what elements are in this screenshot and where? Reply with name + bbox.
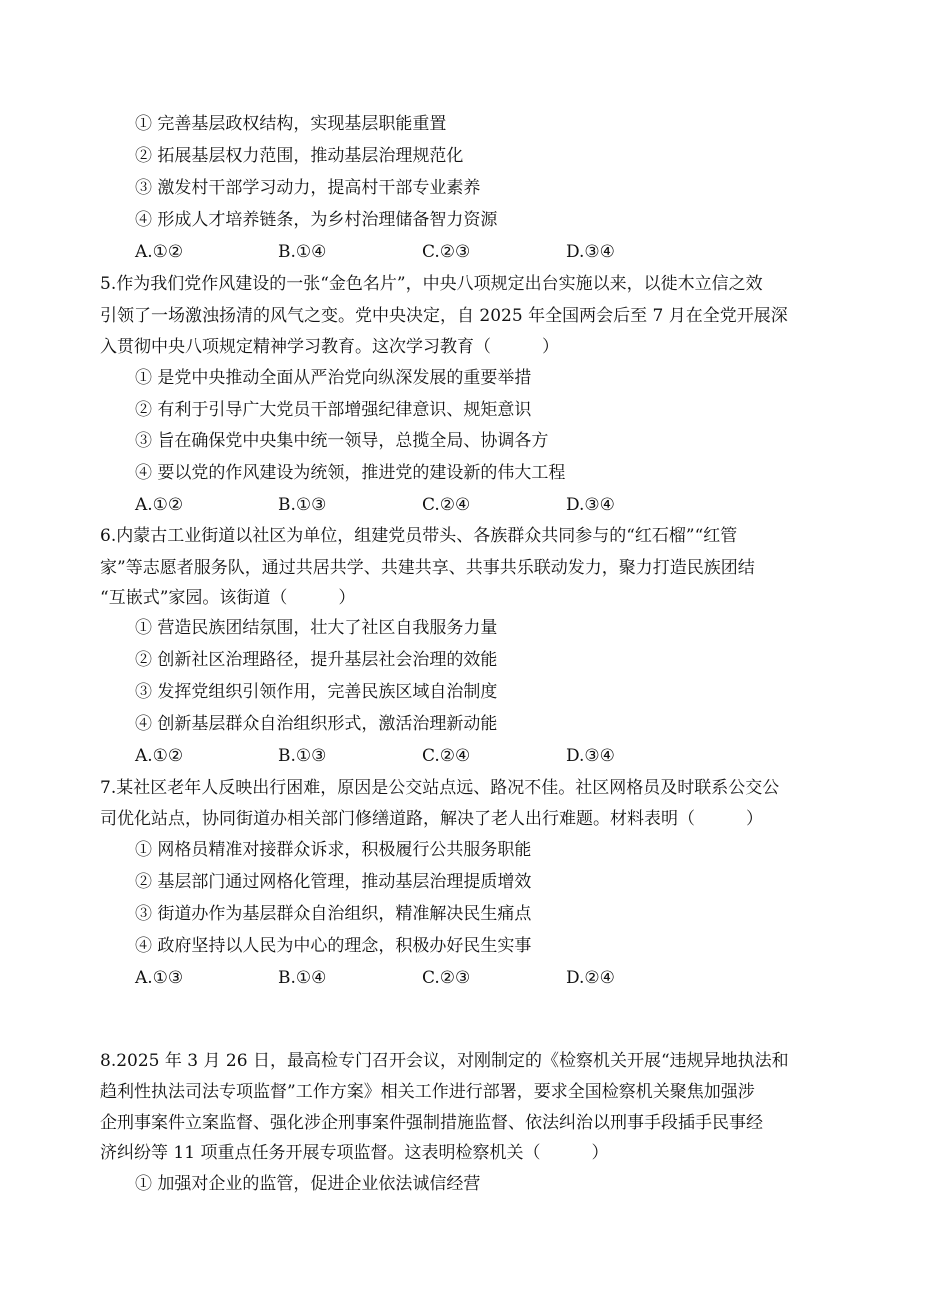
- q6-stem-line-3: “互嵌式”家园。该街道（ ）: [100, 588, 356, 608]
- q5-option-3: ③ 旨在确保党中央集中统一领导，总揽全局、协调各方: [135, 431, 549, 451]
- q7-option-1: ① 网格员精准对接群众诉求，积极履行公共服务职能: [135, 840, 532, 860]
- q7-answer-c: C.②③: [422, 968, 471, 988]
- q6-option-2: ② 创新社区治理路径，提升基层社会治理的效能: [135, 650, 498, 670]
- q5-option-2: ② 有利于引导广大党员干部增强纪律意识、规矩意识: [135, 400, 532, 420]
- q4-answer-b: B.①④: [278, 242, 327, 262]
- q7-answer-d: D.②④: [566, 968, 615, 988]
- q8-stem-line-4: 济纠纷等 11 项重点任务开展专项监督。这表明检察机关（ ）: [100, 1143, 609, 1163]
- q7-option-4: ④ 政府坚持以人民为中心的理念，积极办好民生实事: [135, 936, 532, 956]
- q6-answer-c: C.②④: [422, 746, 471, 766]
- q6-option-4: ④ 创新基层群众自治组织形式，激活治理新动能: [135, 714, 498, 734]
- q7-stem-line-1: 7.某社区老年人反映出行困难，原因是公交站点远、路况不佳。社区网格员及时联系公交公: [100, 778, 780, 798]
- q7-option-2: ② 基层部门通过网格化管理，推动基层治理提质增效: [135, 872, 532, 892]
- q6-option-1: ① 营造民族团结氛围，壮大了社区自我服务力量: [135, 618, 498, 638]
- q4-option-4: ④ 形成人才培养链条，为乡村治理储备智力资源: [135, 210, 498, 230]
- q5-stem-line-2: 引领了一场激浊扬清的风气之变。党中央决定，自 2025 年全国两会后至 7 月在全党开展深: [100, 306, 788, 326]
- q4-option-2: ② 拓展基层权力范围，推动基层治理规范化: [135, 146, 464, 166]
- q8-stem-line-1: 8.2025 年 3 月 26 日，最高检专门召开会议，对刚制定的《检察机关开展“违规异地执法和: [100, 1051, 789, 1071]
- q8-stem-line-3: 企刑事案件立案监督、强化涉企刑事案件强制措施监督、依法纠治以刑事手段插手民事经: [100, 1113, 763, 1133]
- q4-option-1: ① 完善基层政权结构，实现基层职能重置: [135, 114, 447, 134]
- q5-answer-a: A.①②: [135, 495, 184, 515]
- q6-answer-d: D.③④: [566, 746, 615, 766]
- q7-stem-line-2: 司优化站点，协同街道办相关部门修缮道路，解决了老人出行难题。材料表明（ ）: [100, 809, 763, 829]
- q4-answer-a: A.①②: [135, 242, 184, 262]
- q5-option-4: ④ 要以党的作风建设为统领，推进党的建设新的伟大工程: [135, 463, 566, 483]
- q4-answer-d: D.③④: [566, 242, 615, 262]
- q5-answer-c: C.②④: [422, 495, 471, 515]
- q7-option-3: ③ 街道办作为基层群众自治组织，精准解决民生痛点: [135, 904, 532, 924]
- q6-stem-line-2: 家”等志愿者服务队，通过共居共学、共建共享、共事共乐联动发力，聚力打造民族团结: [100, 558, 755, 578]
- q5-answer-b: B.①③: [278, 495, 327, 515]
- q7-answer-a: A.①③: [135, 968, 184, 988]
- q6-answer-a: A.①②: [135, 746, 184, 766]
- q4-option-3: ③ 激发村干部学习动力，提高村干部专业素养: [135, 178, 481, 198]
- q4-answer-c: C.②③: [422, 242, 471, 262]
- q8-stem-line-2: 趋利性执法司法专项监督”工作方案》相关工作进行部署，要求全国检察机关聚焦加强涉: [100, 1082, 755, 1102]
- q5-answer-d: D.③④: [566, 495, 615, 515]
- q8-option-1: ① 加强对企业的监管，促进企业依法诚信经营: [135, 1174, 481, 1194]
- q6-option-3: ③ 发挥党组织引领作用，完善民族区域自治制度: [135, 682, 498, 702]
- q5-option-1: ① 是党中央推动全面从严治党向纵深发展的重要举措: [135, 368, 532, 388]
- q5-stem-line-3: 入贯彻中央八项规定精神学习教育。这次学习教育（ ）: [100, 337, 559, 357]
- q6-stem-line-1: 6.内蒙古工业街道以社区为单位，组建党员带头、各族群众共同参与的“红石榴”“红管: [100, 526, 738, 546]
- q5-stem-line-1: 5.作为我们党作风建设的一张“金色名片”，中央八项规定出台实施以来，以徙木立信之效: [100, 274, 763, 294]
- q6-answer-b: B.①③: [278, 746, 327, 766]
- q7-answer-b: B.①④: [278, 968, 327, 988]
